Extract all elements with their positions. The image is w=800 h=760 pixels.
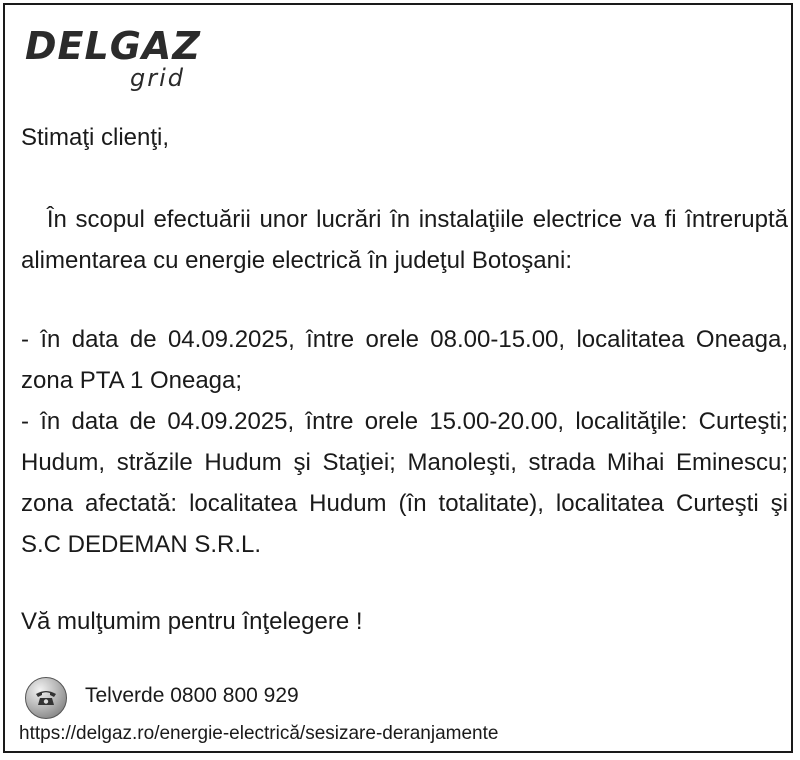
outage-item-1: - în data de 04.09.2025, între orele 08.00-15.00, localitatea Oneaga, zona PTA 1 Oneaga; — [21, 326, 788, 394]
telephone-icon — [25, 677, 67, 719]
logo-sub-text: grid — [130, 64, 186, 92]
intro-paragraph — [21, 199, 788, 281]
phone-contact — [25, 677, 525, 717]
intro-paragraph-text: În scopul efectuării unor lucrări în instalaţiile electrice va fi întreruptă alimentarea cu energie electrică în judeţul Botoşani: — [21, 206, 788, 274]
delgaz-grid-logo — [25, 24, 205, 97]
logo-main-text: DELGAZ — [25, 24, 201, 68]
greeting: Stimaţi clienţi, — [21, 124, 170, 151]
phone-number: Telverde 0800 800 929 — [85, 684, 299, 707]
outage-item-2: - în data de 04.09.2025, între orele 15.00-20.00, localităţile: Curteşti; Hudum, străzile Hudum şi Staţiei; Manoleşti, strada Mihai Eminescu; zona afectată: localitatea Hudum (în totalitate), localitatea Curteşti şi S.C DEDEMAN S.R.L. — [21, 408, 788, 558]
report-url-link[interactable]: https://delgaz.ro/energie-electrică/sesizare-deranjamente — [19, 723, 499, 744]
thanks-line: Vă mulţumim pentru înţelegere ! — [21, 608, 363, 635]
notice-frame — [3, 3, 793, 753]
